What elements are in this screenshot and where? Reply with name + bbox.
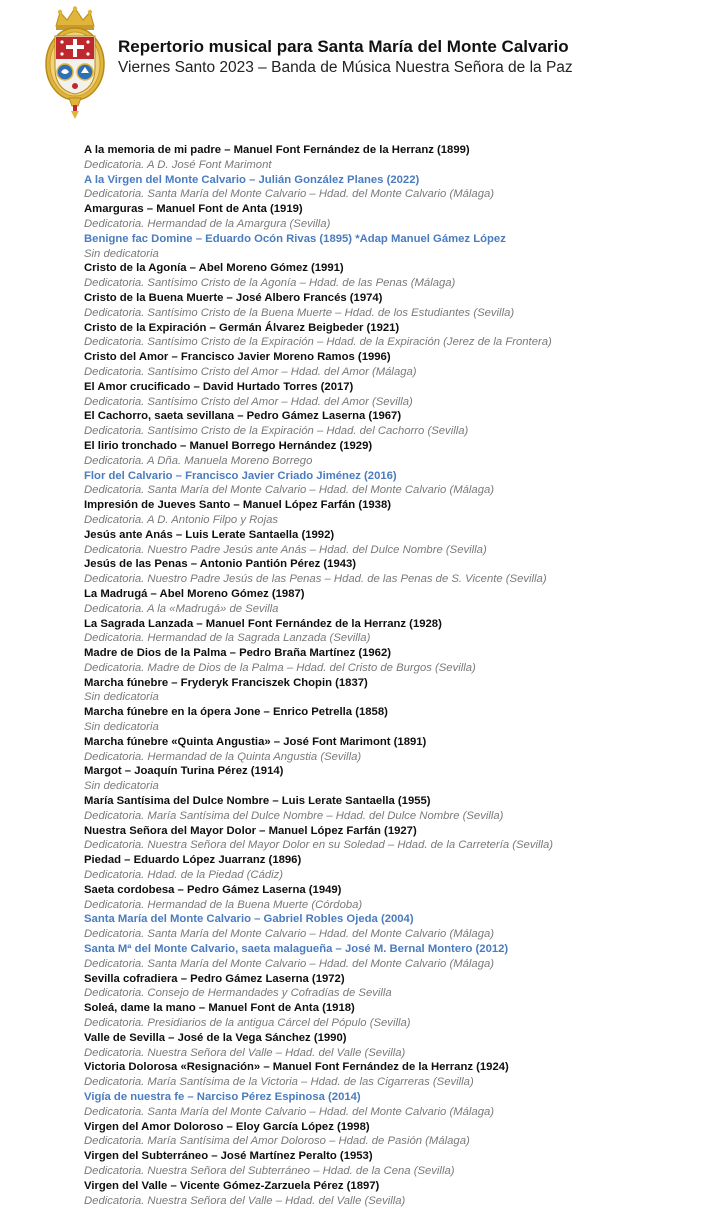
piece-title: Virgen del Amor Doloroso – Eloy García López (1998)	[84, 1120, 370, 1133]
dedication-text: Dedicatoria. Nuestra Señora del Valle – Hdad. del Valle (Sevilla)	[84, 1046, 406, 1059]
repertoire-entry	[84, 794, 714, 824]
dedication-text: Dedicatoria. Hdad. de la Piedad (Cádiz)	[84, 869, 284, 882]
repertoire-entry	[84, 853, 714, 883]
dedication-text: Dedicatoria. Nuestra Señora del Mayor Dolor en su Soledad – Hdad. de la Carretería (Sevilla)	[84, 839, 554, 852]
repertoire-entry	[84, 173, 714, 203]
dedication-text: Sin dedicatoria	[84, 780, 159, 793]
dedication-text: Dedicatoria. Santa María del Monte Calvario – Hdad. del Monte Calvario (Málaga)	[84, 957, 495, 970]
dedication-text: Dedicatoria. Madre de Dios de la Palma – Hdad. del Cristo de Burgos (Sevilla)	[84, 661, 476, 674]
dedication-text: Dedicatoria. María Santísima del Amor Doloroso – Hdad. de Pasión (Málaga)	[84, 1135, 470, 1148]
piece-title: La Sagrada Lanzada – Manuel Font Fernández de la Herranz (1928)	[84, 617, 442, 630]
dedication-text: Dedicatoria. Santísimo Cristo de la Expiración – Hdad. del Cachorro (Sevilla)	[84, 425, 469, 438]
page-subtitle: Viernes Santo 2023 – Banda de Música Nuestra Señora de la Paz	[118, 59, 573, 76]
piece-title: La Madrugá – Abel Moreno Gómez (1987)	[84, 587, 305, 600]
repertoire-entry	[84, 202, 714, 232]
piece-title: Jesús de las Penas – Antonio Pantión Pérez (1943)	[84, 558, 357, 571]
piece-title: Nuestra Señora del Mayor Dolor – Manuel López Farfán (1927)	[84, 824, 417, 837]
repertoire-entry	[84, 1090, 714, 1120]
repertoire-entry	[84, 912, 714, 942]
piece-title: El lirio tronchado – Manuel Borrego Hernández (1929)	[84, 439, 373, 452]
piece-title: Santa Mª del Monte Calvario, saeta malagueña – José M. Bernal Montero (2012)	[84, 943, 509, 956]
piece-title: Impresión de Jueves Santo – Manuel López Farfán (1938)	[84, 499, 391, 512]
piece-title: Cristo de la Buena Muerte – José Albero Francés (1974)	[84, 291, 383, 304]
piece-title: Santa María del Monte Calvario – Gabriel Robles Ojeda (2004)	[84, 913, 414, 926]
piece-title: Amarguras – Manuel Font de Anta (1919)	[84, 203, 303, 216]
piece-title: Madre de Dios de la Palma – Pedro Braña Martínez (1962)	[84, 647, 392, 660]
dedication-text: Dedicatoria. María Santísima de la Victoria – Hdad. de las Cigarreras (Sevilla)	[84, 1076, 474, 1089]
piece-title: El Cachorro, saeta sevillana – Pedro Gámez Laserna (1967)	[84, 410, 402, 423]
repertoire-entry	[84, 676, 714, 706]
dedication-text: Dedicatoria. A la «Madrugá» de Sevilla	[84, 602, 279, 615]
repertoire-entry	[84, 705, 714, 735]
piece-title: María Santísima del Dulce Nombre – Luis Lerate Santaella (1955)	[84, 795, 431, 808]
repertoire-entry	[84, 232, 714, 262]
dedication-text: Sin dedicatoria	[84, 247, 159, 260]
piece-title: Flor del Calvario – Francisco Javier Criado Jiménez (2016)	[84, 469, 397, 482]
repertoire-entry	[84, 646, 714, 676]
dedication-text: Dedicatoria. Hermandad de la Amargura (Sevilla)	[84, 217, 331, 230]
repertoire-entry	[84, 321, 714, 351]
dedication-text: Dedicatoria. A D. José Font Marimont	[84, 158, 272, 171]
dedication-text: Dedicatoria. A D. Antonio Filpo y Rojas	[84, 513, 279, 526]
dedication-text: Dedicatoria. Nuestra Señora del Subterráneo – Hdad. de la Cena (Sevilla)	[84, 1164, 455, 1177]
piece-title: Benigne fac Domine – Eduardo Ocón Rivas (1895) *Adap Manuel Gámez López	[84, 232, 506, 245]
dedication-text: Dedicatoria. Hermandad de la Quinta Angustia (Sevilla)	[84, 750, 362, 763]
repertoire-entry	[84, 261, 714, 291]
repertoire-entry	[84, 439, 714, 469]
piece-title: Sevilla cofradiera – Pedro Gámez Laserna (1972)	[84, 972, 345, 985]
repertoire-entry	[84, 1179, 714, 1208]
repertoire-entry	[84, 617, 714, 647]
repertoire-entry	[84, 1120, 714, 1150]
repertoire-entry	[84, 143, 714, 173]
piece-title: Victoria Dolorosa «Resignación» – Manuel Font Fernández de la Herranz (1924)	[84, 1061, 509, 1074]
repertoire-list	[84, 143, 714, 1208]
piece-title: Cristo de la Expiración – Germán Álvarez Beigbeder (1921)	[84, 321, 400, 334]
dedication-text: Dedicatoria. Consejo de Hermandades y Cofradías de Sevilla	[84, 987, 392, 1000]
piece-title: Jesús ante Anás – Luis Lerate Santaella (1992)	[84, 528, 335, 541]
repertoire-entry	[84, 350, 714, 380]
dedication-text: Dedicatoria. Santa María del Monte Calvario – Hdad. del Monte Calvario (Málaga)	[84, 928, 495, 941]
dedication-text: Dedicatoria. Nuestra Señora del Valle – Hdad. del Valle (Sevilla)	[84, 1194, 406, 1207]
dedication-text: Dedicatoria. Santa María del Monte Calvario – Hdad. del Monte Calvario (Málaga)	[84, 484, 495, 497]
repertoire-entry	[84, 469, 714, 499]
piece-title: Virgen del Subterráneo – José Martínez Peralto (1953)	[84, 1150, 373, 1163]
repertoire-entry	[84, 380, 714, 410]
repertoire-entry	[84, 587, 714, 617]
dedication-text: Dedicatoria. Nuestro Padre Jesús ante Anás – Hdad. del Dulce Nombre (Sevilla)	[84, 543, 487, 556]
piece-title: A la Virgen del Monte Calvario – Julián González Planes (2022)	[84, 173, 420, 186]
piece-title: Saeta cordobesa – Pedro Gámez Laserna (1949)	[84, 883, 342, 896]
repertoire-entry	[84, 291, 714, 321]
repertoire-entry	[84, 972, 714, 1002]
repertoire-entry	[84, 557, 714, 587]
dedication-text: Dedicatoria. A Dña. Manuela Moreno Borrego	[84, 454, 313, 467]
repertoire-entry	[84, 883, 714, 913]
page-title: Repertorio musical para Santa María del Monte Calvario	[118, 37, 569, 56]
dedication-text: Dedicatoria. Santa María del Monte Calvario – Hdad. del Monte Calvario (Málaga)	[84, 1105, 495, 1118]
repertoire-entry	[84, 1060, 714, 1090]
piece-title: A la memoria de mi padre – Manuel Font Fernández de la Herranz (1899)	[84, 144, 470, 156]
dedication-text: Dedicatoria. María Santísima del Dulce Nombre – Hdad. del Dulce Nombre (Sevilla)	[84, 809, 504, 822]
brotherhood-crest-icon	[42, 6, 108, 120]
document-header	[118, 37, 710, 78]
dedication-text: Dedicatoria. Santísimo Cristo del Amor – Hdad. del Amor (Sevilla)	[84, 395, 413, 408]
dedication-text: Dedicatoria. Hermandad de la Sagrada Lanzada (Sevilla)	[84, 632, 371, 645]
dedication-text: Dedicatoria. Nuestro Padre Jesús de las Penas – Hdad. de las Penas de S. Vicente (Sevilla)	[84, 573, 547, 586]
piece-title: Margot – Joaquín Turina Pérez (1914)	[84, 765, 284, 778]
piece-title: Virgen del Valle – Vicente Gómez-Zarzuela Pérez (1897)	[84, 1179, 380, 1192]
dedication-text: Dedicatoria. Santísimo Cristo de la Buena Muerte – Hdad. de los Estudiantes (Sevilla)	[84, 306, 515, 319]
piece-title: Vigía de nuestra fe – Narciso Pérez Espinosa (2014)	[84, 1091, 361, 1103]
dedication-text: Sin dedicatoria	[84, 721, 159, 734]
repertoire-entry	[84, 1149, 714, 1179]
repertoire-entry	[84, 498, 714, 528]
piece-title: Valle de Sevilla – José de la Vega Sánchez (1990)	[84, 1031, 347, 1044]
piece-title: Soleá, dame la mano – Manuel Font de Anta (1918)	[84, 1002, 355, 1015]
dedication-text: Dedicatoria. Presidiarios de la antigua Cárcel del Pópulo (Sevilla)	[84, 1017, 411, 1030]
piece-title: Marcha fúnebre en la ópera Jone – Enrico Petrella (1858)	[84, 706, 388, 719]
dedication-text: Dedicatoria. Santísimo Cristo de la Expiración – Hdad. de la Expiración (Jerez de la Frontera)	[84, 336, 552, 349]
repertoire-entry	[84, 764, 714, 794]
piece-title: Marcha fúnebre – Fryderyk Franciszek Chopin (1837)	[84, 676, 368, 689]
piece-title: Cristo de la Agonía – Abel Moreno Gómez (1991)	[84, 262, 344, 275]
repertoire-entry	[84, 824, 714, 854]
dedication-text: Dedicatoria. Santa María del Monte Calvario – Hdad. del Monte Calvario (Málaga)	[84, 188, 495, 201]
repertoire-entry	[84, 409, 714, 439]
dedication-text: Dedicatoria. Santísimo Cristo de la Agonía – Hdad. de las Penas (Málaga)	[84, 277, 456, 290]
repertoire-entry	[84, 735, 714, 765]
piece-title: El Amor crucificado – David Hurtado Torres (2017)	[84, 380, 354, 393]
repertoire-entry	[84, 1001, 714, 1031]
dedication-text: Sin dedicatoria	[84, 691, 159, 704]
repertoire-entry	[84, 1031, 714, 1061]
piece-title: Marcha fúnebre «Quinta Angustia» – José Font Marimont (1891)	[84, 735, 427, 748]
repertoire-entry	[84, 942, 714, 972]
piece-title: Cristo del Amor – Francisco Javier Moreno Ramos (1996)	[84, 351, 391, 364]
dedication-text: Dedicatoria. Hermandad de la Buena Muerte (Córdoba)	[84, 898, 363, 911]
piece-title: Piedad – Eduardo López Juarranz (1896)	[84, 854, 302, 867]
repertoire-entry	[84, 528, 714, 558]
dedication-text: Dedicatoria. Santísimo Cristo del Amor – Hdad. del Amor (Málaga)	[84, 365, 417, 378]
